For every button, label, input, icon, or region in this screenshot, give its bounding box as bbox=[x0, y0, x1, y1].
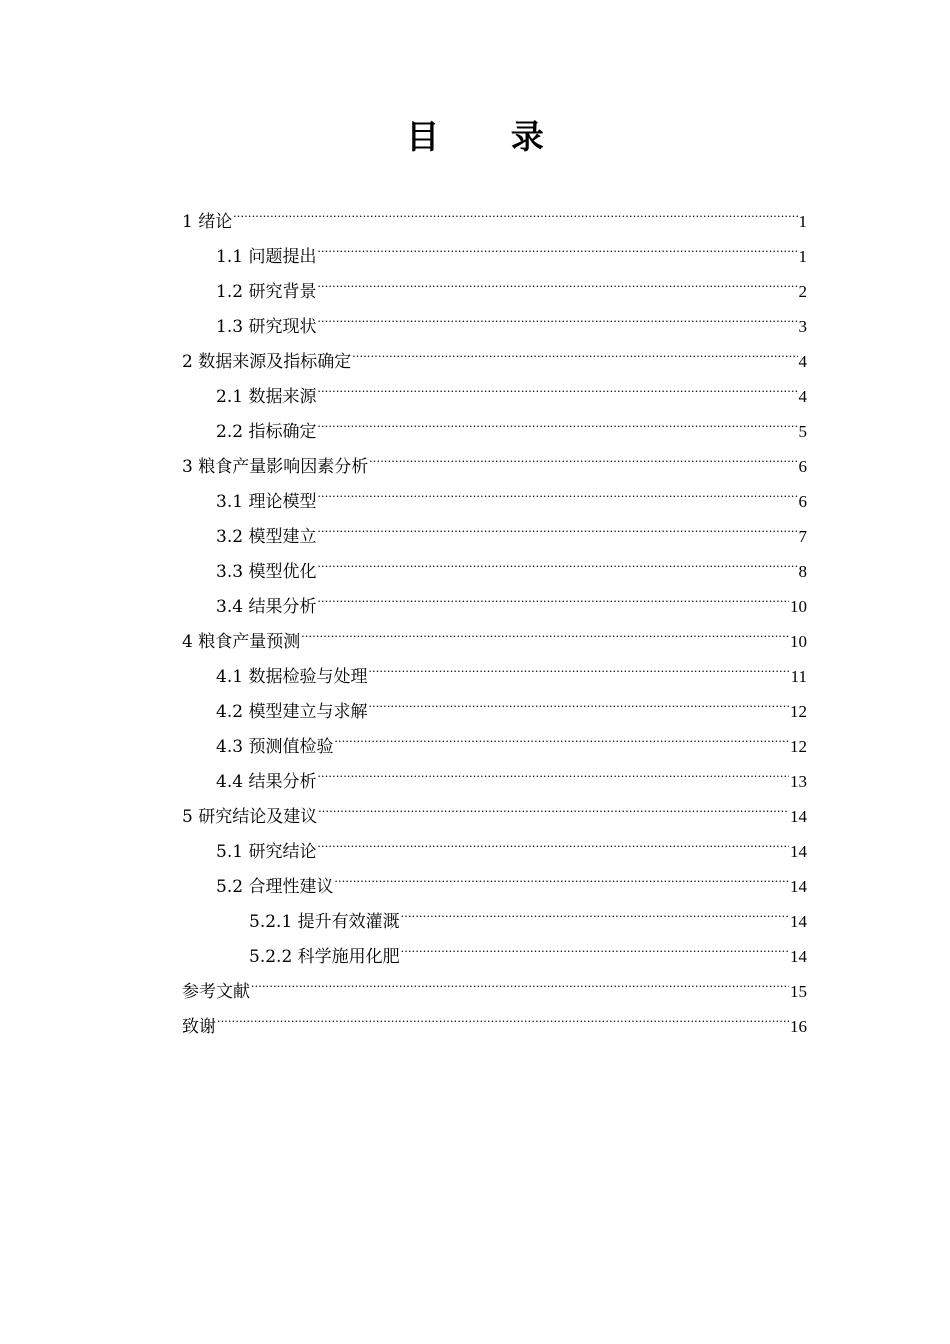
toc-entry-label: 1.1 问题提出 bbox=[216, 247, 317, 267]
toc-entry-label: 5.2 合理性建议 bbox=[216, 877, 334, 897]
toc-entry-page-number: 14 bbox=[790, 842, 807, 861]
toc-entry-2[interactable] bbox=[182, 227, 807, 267]
toc-entry-page-number: 4 bbox=[798, 352, 807, 371]
toc-entry-page-number: 14 bbox=[790, 877, 807, 896]
page-title: 目 录 bbox=[406, 117, 574, 156]
toc-entry-24[interactable] bbox=[182, 997, 807, 1037]
toc-entry-page-number: 4 bbox=[798, 387, 807, 406]
toc-dot-leader bbox=[317, 262, 797, 297]
toc-entry-label: 2 数据来源及指标确定 bbox=[182, 352, 352, 372]
toc-dot-leader bbox=[251, 962, 789, 997]
toc-entry-page-number: 3 bbox=[798, 317, 807, 336]
toc-entry-label: 5.2.2 科学施用化肥 bbox=[249, 947, 400, 967]
toc-entry-page-number: 15 bbox=[790, 982, 807, 1001]
toc-dot-leader bbox=[317, 297, 797, 332]
toc-entry-label: 4.4 结果分析 bbox=[216, 772, 317, 792]
toc-entry-page-number: 2 bbox=[798, 282, 807, 301]
toc-entry-page-number: 5 bbox=[798, 422, 807, 441]
toc-entry-page-number: 11 bbox=[790, 667, 807, 686]
toc-entry-label: 2.1 数据来源 bbox=[216, 387, 317, 407]
toc-entry-label: 5.2.1 提升有效灌溉 bbox=[249, 912, 400, 932]
toc-dot-leader bbox=[334, 857, 789, 892]
toc-dot-leader bbox=[334, 717, 789, 752]
toc-entry-page-number: 13 bbox=[790, 772, 807, 791]
toc-dot-leader bbox=[317, 822, 789, 857]
toc-dot-leader bbox=[318, 787, 789, 822]
toc-entry-page-number: 12 bbox=[790, 702, 807, 721]
toc-entry-label: 3.2 模型建立 bbox=[216, 527, 317, 547]
toc-dot-leader bbox=[317, 227, 797, 262]
toc-entry-page-number: 6 bbox=[798, 492, 807, 511]
toc-entry-label: 3 粮食产量影响因素分析 bbox=[182, 457, 369, 477]
toc-dot-leader bbox=[233, 192, 797, 227]
toc-entry-page-number: 7 bbox=[798, 527, 807, 546]
toc-entry-page-number: 1 bbox=[798, 212, 807, 231]
toc-entry-label: 4.3 预测值检验 bbox=[216, 737, 334, 757]
toc-dot-leader bbox=[401, 927, 789, 962]
toc-dot-leader bbox=[317, 507, 797, 542]
toc-dot-leader bbox=[301, 612, 789, 647]
toc-entry-label: 3.1 理论模型 bbox=[216, 492, 317, 512]
toc-dot-leader bbox=[317, 752, 789, 787]
toc-entry-page-number: 14 bbox=[790, 807, 807, 826]
toc-dot-leader bbox=[368, 682, 789, 717]
toc-entry-page-number: 16 bbox=[790, 1017, 807, 1036]
toc-dot-leader bbox=[401, 892, 789, 927]
toc-dot-leader bbox=[352, 332, 797, 367]
toc-entry-label: 3.4 结果分析 bbox=[216, 597, 317, 617]
toc-dot-leader bbox=[368, 647, 789, 682]
toc-entry-label: 1.2 研究背景 bbox=[216, 282, 317, 302]
toc-entry-label: 4.2 模型建立与求解 bbox=[216, 702, 368, 722]
toc-entry-page-number: 14 bbox=[790, 912, 807, 931]
toc-entry-label: 5 研究结论及建议 bbox=[182, 807, 318, 827]
toc-entry-label: 1 绪论 bbox=[182, 212, 233, 232]
toc-entry-label: 4 粮食产量预测 bbox=[182, 632, 301, 652]
toc-dot-leader bbox=[317, 402, 797, 437]
toc-entry-page-number: 1 bbox=[798, 247, 807, 266]
toc-entry-page-number: 12 bbox=[790, 737, 807, 756]
toc-dot-leader bbox=[317, 367, 797, 402]
toc-dot-leader bbox=[217, 997, 789, 1032]
toc-entry-page-number: 8 bbox=[798, 562, 807, 581]
toc-entry-page-number: 10 bbox=[790, 632, 807, 651]
table-of-contents bbox=[182, 192, 807, 1037]
toc-entry-label: 3.3 模型优化 bbox=[216, 562, 317, 582]
toc-entry-1[interactable] bbox=[182, 192, 807, 232]
toc-entry-page-number: 14 bbox=[790, 947, 807, 966]
toc-entry-page-number: 10 bbox=[790, 597, 807, 616]
toc-dot-leader bbox=[369, 437, 797, 472]
toc-entry-label: 2.2 指标确定 bbox=[216, 422, 317, 442]
toc-dot-leader bbox=[317, 472, 797, 507]
toc-dot-leader bbox=[317, 577, 789, 612]
toc-entry-23[interactable] bbox=[182, 962, 807, 1002]
toc-entry-label: 4.1 数据检验与处理 bbox=[216, 667, 368, 687]
toc-entry-label: 5.1 研究结论 bbox=[216, 842, 317, 862]
toc-dot-leader bbox=[317, 542, 797, 577]
toc-entry-label: 参考文献 bbox=[182, 982, 250, 1002]
toc-entry-label: 1.3 研究现状 bbox=[216, 317, 317, 337]
toc-entry-page-number: 6 bbox=[798, 457, 807, 476]
toc-entry-label: 致谢 bbox=[182, 1017, 216, 1037]
